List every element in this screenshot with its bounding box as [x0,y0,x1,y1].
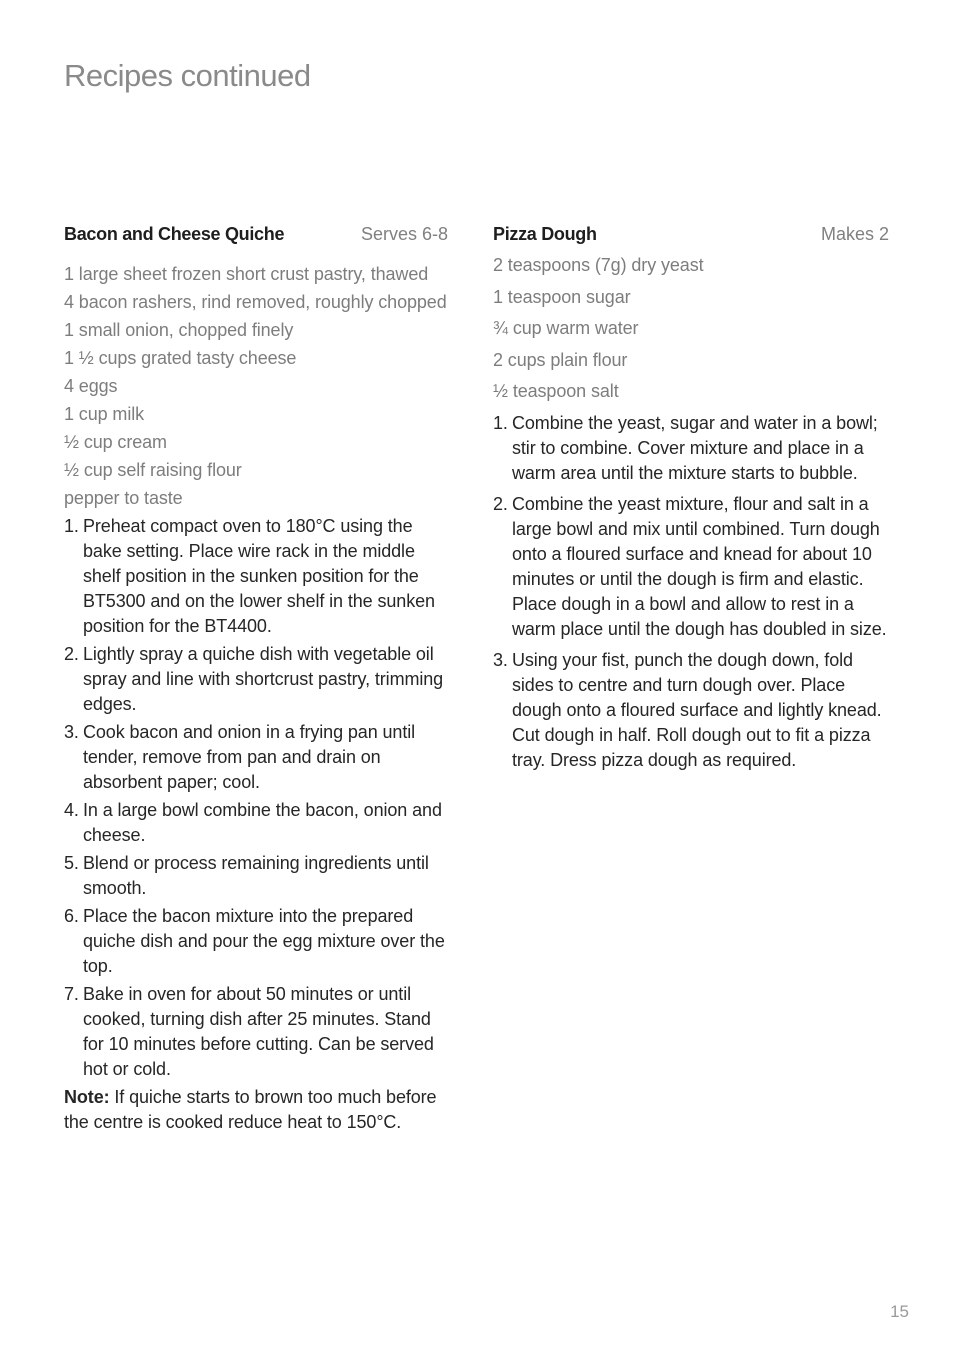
step-text: Combine the yeast mixture, flour and salt in a large bowl and mix until combined. Turn dough onto a floured surface and knead for about 10 minutes or until the dough is firm and elastic. Place dough in a bowl and allow to rest in a warm place until the dough has doubled in size. [512,493,887,639]
recipe-title: Pizza Dough [493,224,597,244]
ingredient-item: 2 cups plain flour [493,349,628,370]
ingredient-item: ½ cup self raising flour [64,460,242,480]
page-number: 15 [890,1302,909,1321]
step-text: Preheat compact oven to 180°C using the bake setting. Place wire rack in the middle shelf position in the sunken position for the BT5300 and on the lower shelf in the sunken position for the BT4400. [83,516,435,636]
ingredient-item: ½ cup cream [64,432,167,452]
step-number: 6. [64,906,79,926]
recipe-yield: Serves 6-8 [360,224,448,244]
recipe-pizza-dough [493,222,889,779]
step-text: Bake in oven for about 50 minutes or until cooked, turning dish after 25 minutes. Stand for 10 minutes before cutting. Can be served hot or cold. [83,984,434,1079]
recipe-note [64,1085,456,1135]
step-text: Blend or process remaining ingredients until smooth. [83,853,429,898]
step-number: 2. [64,644,79,664]
step-number: 1. [64,516,79,536]
step-number: 2. [493,493,508,514]
step-text: Using your fist, punch the dough down, fold sides to centre and turn dough over. Place dough onto a floured surface and lightly knead. Cut dough in half. Roll dough out to fit a pizza tray. Dress pizza dough as required. [512,649,882,770]
step-number: 3. [493,649,508,670]
ingredient-item: 1 small onion, chopped finely [64,320,294,340]
method-step [64,982,456,1082]
note-text: If quiche starts to brown too much before the centre is cooked reduce heat to 150°C. [64,1087,437,1132]
step-number: 7. [64,984,79,1004]
step-text: In a large bowl combine the bacon, onion and cheese. [83,800,442,845]
recipe-title: Bacon and Cheese Quiche [64,224,285,244]
page-title: Recipes continued [64,58,311,93]
step-text: Combine the yeast, sugar and water in a bowl; stir to combine. Cover mixture and place in a warm area until the mixture starts to bubble. [512,412,878,483]
method-step [64,720,456,795]
ingredient-item: 4 eggs [64,376,118,396]
step-text: Lightly spray a quiche dish with vegetable oil spray and line with shortcrust pastry, trimming edges. [83,644,444,714]
method-step [64,642,456,717]
step-number: 5. [64,853,79,873]
step-number: 3. [64,722,79,742]
method-step [493,492,889,642]
step-number: 1. [493,412,508,433]
method-step [493,411,889,486]
method-step [64,904,456,979]
step-text: Cook bacon and onion in a frying pan until tender, remove from pan and drain on absorbent paper; cool. [83,722,416,792]
method-step [64,851,456,901]
ingredient-item: pepper to taste [64,488,183,508]
recipe-header [493,222,889,247]
method-step [64,798,456,848]
ingredient-item: 1 ½ cups grated tasty cheese [64,348,297,368]
ingredient-item: 4 bacon rashers, rind removed, roughly chopped [64,292,447,312]
ingredient-item: 1 teaspoon sugar [493,286,631,307]
method-steps [493,411,889,773]
recipe-header [64,222,456,247]
step-text: Place the bacon mixture into the prepared quiche dish and pour the egg mixture over the top. [83,906,445,976]
method-step [64,514,456,639]
method-steps [64,514,456,1082]
ingredient-item: 2 teaspoons (7g) dry yeast [493,255,704,275]
note-label: Note: [64,1087,110,1107]
ingredient-item: ½ teaspoon salt [493,381,619,401]
ingredient-list [493,253,889,404]
ingredient-item: ¾ cup warm water [493,318,639,338]
step-number: 4. [64,800,79,820]
ingredient-item: 1 cup milk [64,404,145,424]
recipe-bacon-cheese-quiche [64,222,456,1135]
method-step [493,648,889,773]
ingredient-list [64,262,456,511]
recipe-yield: Makes 2 [820,224,889,244]
ingredient-item: 1 large sheet frozen short crust pastry, thawed [64,264,429,284]
